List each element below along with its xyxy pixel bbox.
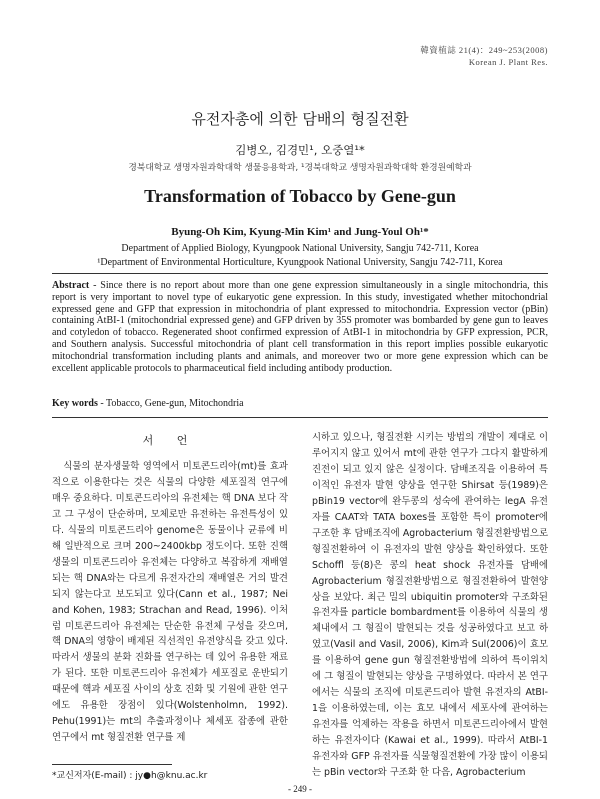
right-column (312, 430, 548, 781)
abstract-label: Abstract (52, 280, 90, 291)
korean-affiliation: 경북대학교 생명자원과학대학 생물응용학과, ¹경북대학교 생명자원과학대학 환경원예학과 (128, 163, 472, 173)
english-title: Transformation of Tobacco by Gene-gun (144, 186, 456, 206)
section-heading-introduction: 서 언 (142, 434, 198, 447)
right-column-text: 시하고 있으나, 형질전환 시키는 방법의 개발이 제대로 이루어지지 않고 있어서 mt에 관한 연구가 그다지 활발하게 진전이 되고 있지 않은 실정이다. 담배조직을 이용하여 특이적인 유전자 발현 양상을 연구한 Shirsat 등(1989)은 pBin19 vector에 완두콩의 성숙에 관여하는 legA 유전자를 CAAT와 TATA boxes를 포함한 특이 promoter에 구조한 후 담배조직에 Agrobacterium 형질전환방법으로 형질전환하여 이 유전자의 발현 양상을 확인하였다. 또한 Schoffl 등(8)은 콩의 heat shock 유전자를 담배에 Agrobacterium 형질전환방법으로 형질전환하여 발현양상을 보았다. 최근 밀의 ubiquitin promoter와 구조화된 유전자를 particle bombardment를 이용하여 식물의 생체내에서 그 형질이 발현되는 것을 성공하였다고 보고 하였고(Vasil and Vasil, 2006), Kim과 Sul(2006)이 효모를 이용하여 gene gun 형질전환방법에 의하여 특이위치에 그 형질이 발현되는 양상을 구명하였다. 따라서 본 연구에서는 식물의 조직에 미토콘드리아 발현 유전자의 AtBI-1을 이용하였는데, 이는 효모 내에서 세포사에 관여하는 유전자를 억제하는 작용을 하면서 미토콘드리아에서 발현하는 유전자이다 (Kawai et al., 1999). 따라서 AtBI-1 유전자와 GFP 유전자를 식물형질전환에 가장 많이 이용되는 pBin vector와 구조화 한 다음, Agrobacterium (312, 432, 548, 779)
journal-citation: 韓資植誌 21(4)：249~253(2008) (420, 45, 548, 55)
journal-name: Korean J. Plant Res. (468, 57, 548, 67)
english-affiliation-2: ¹Department of Environmental Horticulture, Kyungpook National University, Sangju 742-711, Korea (97, 257, 503, 268)
abstract-top-rule (52, 273, 548, 274)
abstract-bottom-rule (52, 417, 548, 418)
corresponding-author-footnote: *교신저자(E-mail) : jy●h@knu.ac.kr (52, 771, 208, 781)
left-column (52, 459, 288, 746)
keywords-label: Key words (52, 398, 98, 409)
english-authors: Byung-Oh Kim, Kyung-Min Kim¹ and Jung-Youl Oh¹* (171, 226, 429, 238)
page-number: - 249 - (288, 784, 312, 794)
korean-title: 유전자총에 의한 담배의 형질전환 (191, 110, 409, 128)
abstract: Abstract - Since there is no report about more than one gene expression simultaneously in a single mitochondria, this report is very important to novel type of eukaryotic gene expression. In this study, investigated whether mitochondrial expressed gene and GFP that expression in mitochondria of plant expressed to mitochondria. Expression vector (pBin) containing AtBI-1 (mitochondrial expressed gene) and GFP driven by 35S promoter was bombarded by gene gun to leaves and cotyledon of tobacco. Regenerated shoot confirmed expression of AtBI-1 in mitochondria by GFP expression, PCR, and Southern analysis. Successful mitochondria of plant cell transformation in this report implies possible eukaryotic mitochondrial transformation including plants and animals, and moreover two or more gene expression which can be excellent applicable protocols to pharmaceutical field including antibody production. (52, 280, 548, 374)
korean-authors: 김병오, 김경민¹, 오중열¹* (235, 143, 365, 157)
english-affiliation-1: Department of Applied Biology, Kyungpook National University, Sangju 742-711, Korea (121, 243, 479, 254)
footnote-rule (52, 764, 172, 765)
left-column-text: 식물의 분자생물학 영역에서 미토콘드리아(mt)를 효과적으로 이용한다는 것은 식물의 다양한 세포질적 연구에 매우 중요하다. 미토콘드리아의 유전체는 핵 DNA 보다 작고 그 구성이 단순하며, 모체로만 유전하는 유전특성이 있다. 식물의 미토콘드리아 genome은 동물이나 균류에 비해 일반적으로 크며 200~2400kbp 정도이다. 또한 진핵생물의 미토콘드리아 유전체는 다양하고 복잡하게 재배열 되는 핵 DNA와는 다르게 유전자간의 재배열은 거의 발견되지 않는다고 보도되고 있다(Cann et al., 1987; Nei and Kohen, 1983; Strachan and Read, 1996). 이처럼 미토콘드리아 유전체는 단순한 유전체 구성을 갖으며, 핵 DNA의 영향이 배제된 직선적인 유전양식을 갖고 있다. 따라서 생물의 분화 진화를 연구하는 데 있어 유용한 재료가 된다. 또한 미토콘드리아 유전체가 세포질로 운반되기 때문에 핵과 세포질 사이의 상호 진화 및 기원에 관한 연구에도 유용한 장점이 있다(Wolstenholmn, 1992). Pehu(1991)는 mt의 추출과정이나 체세포 잡종에 관한 연구에서 mt 형질전환 연구를 제 (52, 461, 288, 744)
abstract-text: Since there is no report about more than one gene expression simultaneously in a single mitochondria, this report is very important to novel type of eukaryotic gene expression. In this study, investigated whether mitochondrial expressed gene and GFP that expression in mitochondria of plant expressed to mitochondria. Expression vector (pBin) containing AtBI-1 (mitochondrial expressed gene) and GFP driven by 35S promoter was bombarded by gene gun to leaves and cotyledon of tobacco. Regenerated shoot confirmed expression of AtBI-1 in mitochondria by GFP expression, PCR, and Southern analysis. Successful mitochondria of plant cell transformation in this report implies possible eukaryotic mitochondrial transformation including plants and animals, and moreover two or more gene expression which can be excellent applicable protocols to pharmaceutical field including antibody production. (52, 280, 548, 374)
journal-header (420, 44, 548, 68)
keywords: Key words - Tobacco, Gene-gun, Mitochondria (52, 398, 244, 409)
keywords-text: Tobacco, Gene-gun, Mitochondria (106, 398, 244, 409)
